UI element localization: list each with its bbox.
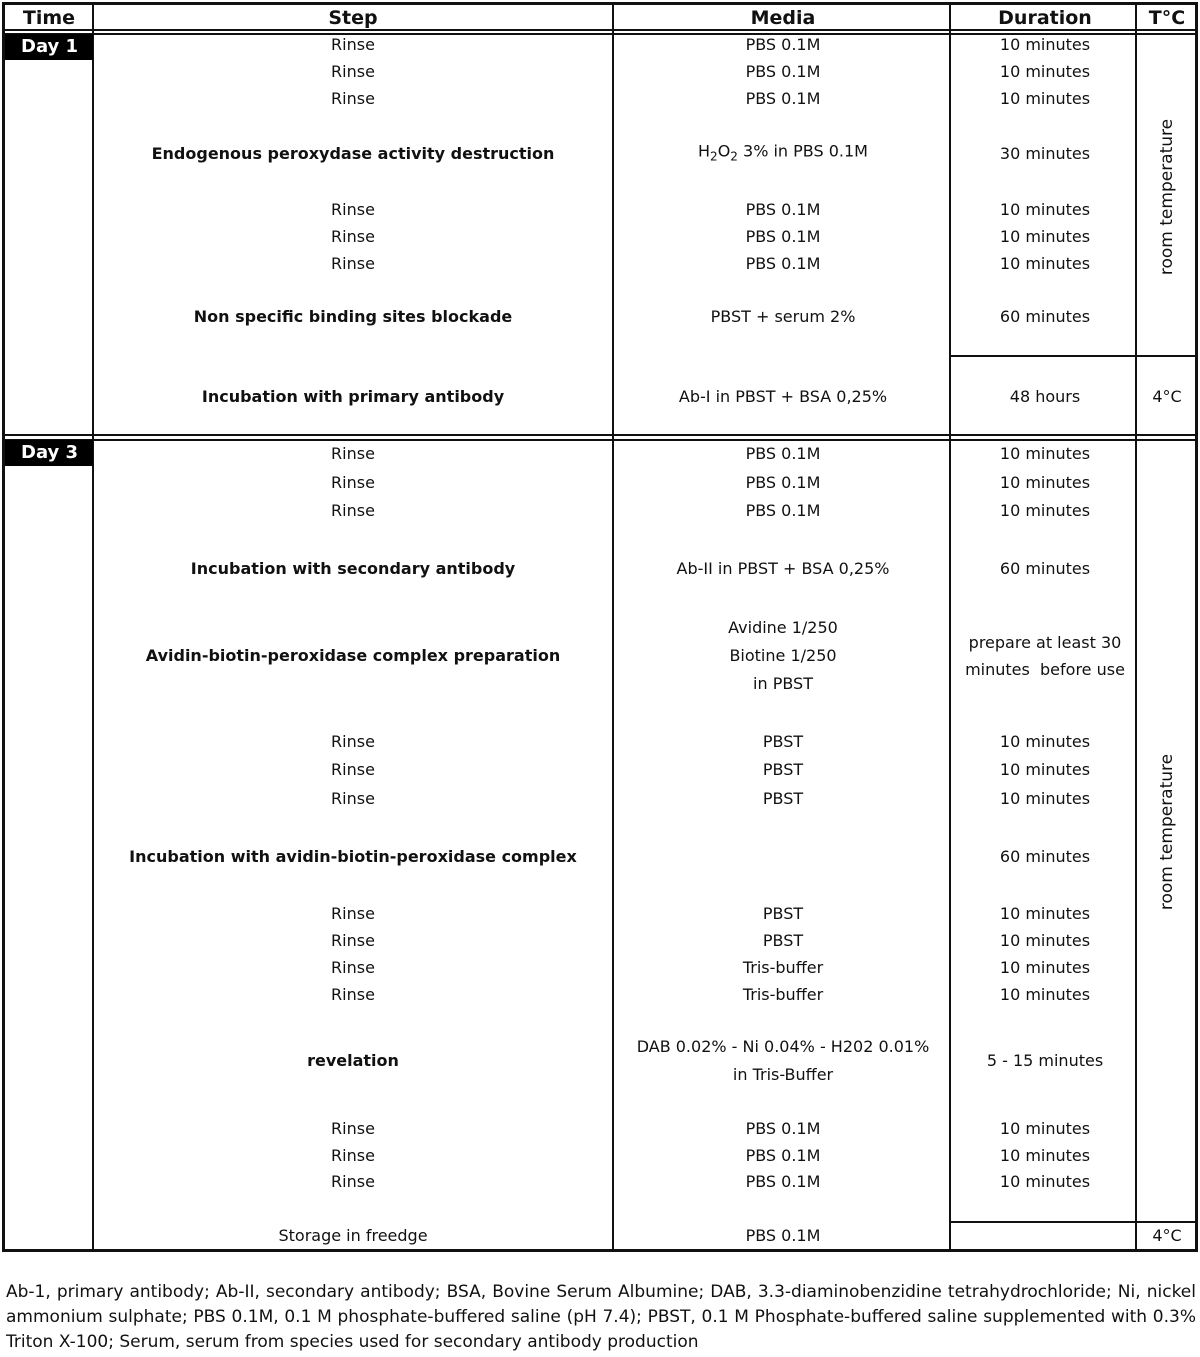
duration-cell: 48 hours xyxy=(1009,387,1081,406)
step-cell: Rinse xyxy=(331,760,375,779)
duration-cell: 10 minutes xyxy=(999,985,1091,1004)
step-cell: Non specific binding sites blockade xyxy=(193,307,513,326)
media-cell: PBS 0.1M xyxy=(745,1226,821,1245)
duration-cell xyxy=(952,629,1138,683)
step-cell: Incubation with secondary antibody xyxy=(190,559,516,578)
media-fragment: O xyxy=(717,141,731,161)
media-cell: PBST + serum 2% xyxy=(710,307,856,326)
duration-cell: 10 minutes xyxy=(999,254,1091,273)
media-cell: Ab-II in PBST + BSA 0,25% xyxy=(676,559,890,578)
header-duration: Duration xyxy=(998,7,1092,29)
duration-cell: 10 minutes xyxy=(999,62,1091,81)
step-cell: revelation xyxy=(307,1051,399,1070)
media-cell: PBS 0.1M xyxy=(745,89,821,108)
step-cell: Rinse xyxy=(331,958,375,977)
step-cell: Rinse xyxy=(331,1172,375,1191)
media-cell: PBS 0.1M xyxy=(745,254,821,273)
step-cell: Rinse xyxy=(331,444,375,463)
temp-cell: 4°C xyxy=(1152,387,1182,406)
temp-divider xyxy=(949,1221,1195,1223)
duration-cell: 5 - 15 minutes xyxy=(986,1051,1104,1070)
step-cell: Rinse xyxy=(331,732,375,751)
media-cell xyxy=(615,1033,951,1089)
step-cell: Rinse xyxy=(331,904,375,923)
media-cell xyxy=(615,614,951,698)
media-fragment: 2 xyxy=(730,149,738,164)
day-separator xyxy=(5,439,1195,441)
media-cell: PBS 0.1M xyxy=(745,200,821,219)
step-cell: Rinse xyxy=(331,501,375,520)
day-separator xyxy=(5,434,1195,436)
header-step: Step xyxy=(328,7,378,29)
media-cell: PBS 0.1M xyxy=(745,1146,821,1165)
duration-cell: 10 minutes xyxy=(999,958,1091,977)
duration-cell: 60 minutes xyxy=(999,847,1091,866)
duration-cell: 10 minutes xyxy=(999,501,1091,520)
duration-line: minutes before use xyxy=(965,660,1125,679)
step-cell: Rinse xyxy=(331,789,375,808)
media-line: Avidine 1/250 xyxy=(728,618,838,637)
temp-cell: 4°C xyxy=(1152,1226,1182,1245)
step-cell: Rinse xyxy=(331,227,375,246)
step-cell: Rinse xyxy=(331,254,375,273)
step-cell: Avidin-biotin-peroxidase complex preparation xyxy=(145,646,561,665)
step-cell: Incubation with avidin-biotin-peroxidase complex xyxy=(129,847,577,866)
media-cell: PBS 0.1M xyxy=(745,473,821,492)
header-time: Time xyxy=(22,7,76,29)
media-line: in Tris-Buffer xyxy=(732,1065,834,1084)
media-line: DAB 0.02% - Ni 0.04% - H202 0.01% xyxy=(636,1037,930,1056)
duration-cell: 10 minutes xyxy=(999,760,1091,779)
duration-cell: 10 minutes xyxy=(999,444,1091,463)
duration-cell: 10 minutes xyxy=(999,732,1091,751)
step-cell: Rinse xyxy=(331,35,375,54)
temp-divider xyxy=(949,355,1195,357)
step-cell: Rinse xyxy=(331,89,375,108)
step-cell: Endogenous peroxydase activity destruction xyxy=(151,144,555,163)
media-cell: PBST xyxy=(762,904,804,923)
day-1-badge: Day 1 xyxy=(5,34,93,60)
media-cell: Tris-buffer xyxy=(742,985,824,1004)
media-cell: PBS 0.1M xyxy=(745,62,821,81)
duration-cell: 30 minutes xyxy=(999,144,1091,163)
protocol-table xyxy=(2,2,1198,1252)
duration-cell: 10 minutes xyxy=(999,89,1091,108)
duration-cell: 10 minutes xyxy=(999,1146,1091,1165)
duration-cell: 10 minutes xyxy=(999,789,1091,808)
step-cell: Rinse xyxy=(331,1119,375,1138)
duration-cell: 10 minutes xyxy=(999,1172,1091,1191)
duration-cell: 10 minutes xyxy=(999,227,1091,246)
header-media: Media xyxy=(750,7,816,29)
media-cell: PBS 0.1M xyxy=(745,35,821,54)
media-cell: PBS 0.1M xyxy=(745,1172,821,1191)
media-cell: PBST xyxy=(762,789,804,808)
media-cell: PBS 0.1M xyxy=(745,501,821,520)
duration-cell: 10 minutes xyxy=(999,931,1091,950)
duration-cell: 10 minutes xyxy=(999,200,1091,219)
media-cell: PBS 0.1M xyxy=(745,227,821,246)
media-cell: PBST xyxy=(762,931,804,950)
footnote: Ab-1, primary antibody; Ab-II, secondary antibody; BSA, Bovine Serum Albumine; DAB, 3.3-diaminobenzidine tetrahydrochloride; Ni, nickel ammonium sulphate; PBS 0.1M, 0.1 M phosphate-buffered saline (pH 7.4); PBST, 0.1 M Phosphate-buffered saline supplemented with 0.3% Triton X-100; Serum, serum from species used for secondary antibody production xyxy=(6,1282,1196,1352)
media-cell: Ab-I in PBST + BSA 0,25% xyxy=(678,387,888,406)
media-cell xyxy=(615,139,951,168)
duration-line: prepare at least 30 xyxy=(968,633,1122,652)
step-cell: Rinse xyxy=(331,200,375,219)
duration-cell: 60 minutes xyxy=(999,559,1091,578)
step-cell: Rinse xyxy=(331,985,375,1004)
media-cell: PBS 0.1M xyxy=(745,444,821,463)
duration-cell: 60 minutes xyxy=(999,307,1091,326)
media-line: Biotine 1/250 xyxy=(729,646,837,665)
header-rule xyxy=(5,29,1195,31)
header-temp: T°C xyxy=(1148,7,1186,29)
media-fragment: 3% in PBS 0.1M xyxy=(737,141,868,161)
media-cell: Tris-buffer xyxy=(742,958,824,977)
day3-temp-label: room temperature xyxy=(1157,753,1177,911)
duration-cell: 10 minutes xyxy=(999,1119,1091,1138)
media-fragment: H xyxy=(698,141,711,161)
step-cell: Rinse xyxy=(331,931,375,950)
step-cell: Rinse xyxy=(331,473,375,492)
media-line: in PBST xyxy=(753,674,813,693)
step-cell: Incubation with primary antibody xyxy=(201,387,505,406)
step-cell: Rinse xyxy=(331,62,375,81)
day1-temp-label: room temperature xyxy=(1157,118,1177,276)
media-cell: PBST xyxy=(762,760,804,779)
day-3-badge: Day 3 xyxy=(5,440,93,466)
media-fragment: 2 xyxy=(710,149,718,164)
duration-cell: 10 minutes xyxy=(999,35,1091,54)
duration-cell: 10 minutes xyxy=(999,473,1091,492)
media-cell: PBS 0.1M xyxy=(745,1119,821,1138)
step-cell: Rinse xyxy=(331,1146,375,1165)
step-cell: Storage in freedge xyxy=(278,1226,428,1245)
duration-cell: 10 minutes xyxy=(999,904,1091,923)
media-cell: PBST xyxy=(762,732,804,751)
